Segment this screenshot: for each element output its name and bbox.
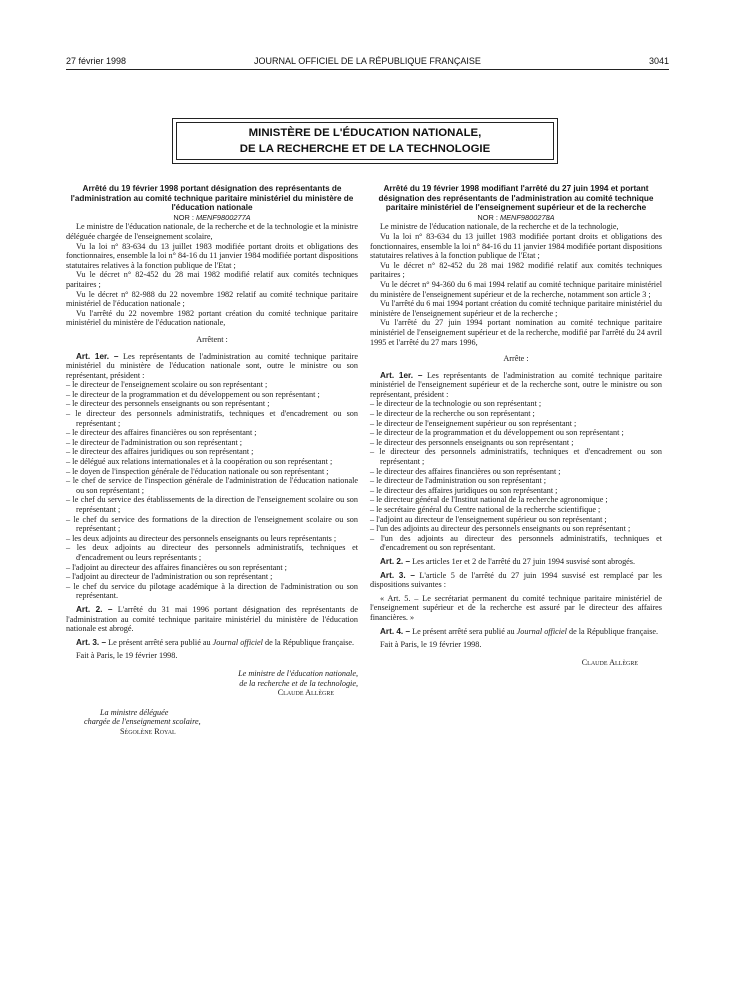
left-article-2 [66, 605, 358, 634]
left-art1-label: Art. 1er. – [76, 351, 119, 361]
right-art3-label: Art. 3. – [380, 570, 415, 580]
ministry-heading [176, 122, 554, 160]
list-item: – les deux adjoints au directeur des personnels administratifs, techniques et d'encadrement ou leurs représentants ; [66, 543, 358, 562]
left-art2-text: L'arrêté du 31 mai 1996 portant désignation des représentants de l'administration au comité technique paritaire ministériel du ministère de l'éducation nationale est abrogé. [66, 604, 358, 634]
right-preamble-0: Le ministre de l'éducation nationale, de la recherche et de la technologie, [380, 222, 619, 232]
list-item: – le doyen de l'inspection générale de l'éducation nationale ou son représentant ; [66, 466, 329, 476]
right-article-2 [370, 557, 662, 567]
list-item: – le chef du service des formations de la direction de l'enseignement scolaire ou son représentant ; [66, 514, 358, 534]
running-header [66, 56, 669, 70]
left-nor-code: MENF9800277A [195, 212, 251, 222]
list-item: – le directeur de la programmation et du développement ou son représentant ; [66, 389, 320, 399]
list-item: – le directeur des affaires juridiques ou son représentant ; [66, 447, 254, 457]
left-sig1-line2: de la recherche et de la technologie, [239, 678, 358, 688]
left-art3-text-after: de la République française. [264, 637, 355, 647]
left-sig1-line1: Le ministre de l'éducation nationale, [238, 668, 358, 678]
right-quote-label: « Art. 5. – [380, 593, 419, 603]
list-item: – le chef du service du pilotage académique à la direction de l'administration ou son représentant. [66, 581, 358, 601]
left-art3-text-before: Le présent arrêté sera publié au [108, 637, 211, 647]
right-art1-intro: Les représentants de l'administration au comité technique paritaire ministériel de l'enseignement supérieur et de la recherche sont, outre le ministre ou son représentant, président : [370, 370, 662, 399]
list-item: – le directeur des personnels enseignants ou son représentant ; [370, 437, 574, 447]
list-item: – le directeur de la recherche ou son représentant ; [370, 409, 535, 419]
right-art3-text: L'article 5 de l'arrêté du 27 juin 1994 susvisé est remplacé par les dispositions suivantes : [370, 570, 662, 590]
left-article-1 [66, 352, 358, 381]
list-item: – le chef de service de l'inspection générale de l'administration de l'éducation nationale ou son représentant ; [66, 476, 358, 495]
left-arrete-title: Arrêté du 19 février 1998 portant désignation des représentants de l'administration au comité technique paritaire ministériel du ministère de l'éducation nationale [70, 184, 354, 213]
right-article-3 [370, 571, 662, 590]
list-item: – le directeur des personnels enseignants ou son représentant ; [66, 399, 270, 409]
left-preamble-2: Vu le décret n° 82-452 du 28 mai 1982 modifié relatif aux comités techniques paritaires ; [66, 270, 358, 289]
header-date: 27 février 1998 [66, 56, 127, 66]
right-article-4 [370, 627, 662, 637]
list-item: – le directeur des personnels administratifs, techniques et d'encadrement ou son représentant ; [370, 447, 662, 467]
right-art2-text: Les articles 1er et 2 de l'arrêté du 27 juin 1994 susvisé sont abrogés. [412, 556, 636, 566]
left-art1-list [66, 380, 358, 601]
left-sig2-line2: chargée de l'enseignement scolaire, [84, 717, 201, 727]
left-preamble-4: Vu l'arrêté du 22 novembre 1982 portant création du comité technique paritaire ministériel du ministère de l'éducation nationale, [66, 308, 358, 328]
ministry-heading-box [172, 118, 558, 164]
list-item: – le délégué aux relations internationales et à la coopération ou son représentant ; [66, 457, 333, 467]
list-item: – le secrétaire général du Centre national de la recherche scientifique ; [370, 505, 601, 514]
right-nor [370, 213, 662, 223]
list-item: – le directeur de l'enseignement scolaire ou son représentant ; [66, 380, 268, 390]
left-preamble-1: Vu la loi n° 83-634 du 13 juillet 1983 modifiée portant droits et obligations des fonctionnaires, ensemble la loi n° 84-16 du 11 janvier 1984 modifiée portant dispositions statutaires relatives à la fonction publique de l'Etat ; [66, 241, 358, 270]
list-item: – les deux adjoints au directeur des personnels enseignants ou leurs représentants ; [66, 533, 337, 543]
header-journal-title: JOURNAL OFFICIEL DE LA RÉPUBLIQUE FRANÇAISE [254, 56, 481, 66]
right-art4-text-after: de la République française. [568, 626, 659, 636]
list-item: – le directeur des affaires juridiques ou son représentant ; [370, 485, 558, 495]
list-item: – l'un des adjoints au directeur des personnels enseignants ou son représentant ; [370, 524, 631, 534]
list-item: – le directeur de l'administration ou son représentant ; [370, 476, 547, 486]
right-art2-label: Art. 2. – [380, 556, 411, 566]
left-art1-intro: Les représentants de l'administration au comité technique paritaire ministériel du ministère de l'éducation nationale sont, outre le ministre ou son représentant, président : [66, 351, 358, 380]
list-item: – l'adjoint au directeur des affaires financières ou son représentant ; [66, 562, 287, 572]
right-art4-label: Art. 4. – [380, 626, 411, 636]
list-item: – le directeur de la programmation et du développement ou son représentant ; [370, 428, 624, 438]
right-fait: Fait à Paris, le 19 février 1998. [380, 640, 482, 650]
left-article-3 [66, 638, 358, 648]
list-item: – l'un des adjoints au directeur des personnels administratifs, techniques et d'encadrement ou son représentant. [370, 533, 662, 553]
right-preamble-3: Vu le décret n° 94-360 du 6 mai 1994 relatif au comité technique paritaire ministériel du ministère de l'enseignement supérieur et de la recherche, notamment son article 3 ; [370, 279, 662, 299]
right-art4-journal: Journal officiel [516, 626, 567, 636]
left-column [66, 184, 358, 736]
right-quote-text: Le secrétariat permanent du comité technique paritaire ministériel de l'enseignement supérieur et de la recherche est assuré par le directeur des affaires financières. » [370, 593, 662, 622]
left-nor [66, 213, 358, 223]
header-rule [66, 69, 669, 70]
list-item: – le directeur des affaires financières ou son représentant ; [66, 428, 257, 438]
right-preamble-1: Vu la loi n° 83-634 du 13 juillet 1983 modifiée portant droits et obligations des fonctionnaires, ensemble la loi n° 84-16 du 11 janvier 1984 modifiée portant dispositions statutaires relatives à la fonction publique de l'Etat ; [370, 231, 662, 261]
left-art3-label: Art. 3. – [76, 637, 107, 647]
right-quoted-article-5 [370, 594, 662, 623]
list-item: – l'adjoint au directeur de l'enseignement supérieur ou son représentant ; [370, 514, 607, 524]
right-nor-code: MENF9800278A [499, 212, 555, 222]
list-item: – le directeur des affaires financières ou son représentant ; [370, 466, 561, 476]
ministry-heading-line2: DE LA RECHERCHE ET DE LA TECHNOLOGIE [239, 143, 491, 155]
left-nor-label: NOR : [173, 212, 194, 222]
right-art4-text-before: Le présent arrêté sera publié au [412, 626, 515, 636]
left-preamble-3: Vu le décret n° 82-988 du 22 novembre 1982 relatif au comité technique paritaire ministériel de l'éducation nationale ; [66, 289, 358, 309]
list-item: – le directeur de l'enseignement supérieur ou son représentant ; [370, 418, 577, 428]
left-fait: Fait à Paris, le 19 février 1998. [76, 651, 178, 661]
list-item: – le directeur de la technologie ou son représentant ; [370, 399, 542, 409]
left-sig1-name: Claude Allègre [277, 688, 334, 698]
left-arretent: Arrêtent : [196, 334, 228, 344]
right-preamble-5: Vu l'arrêté du 27 juin 1994 portant nomination au comité technique paritaire ministériel de l'enseignement supérieur et de la recherche, modifié par l'arrêté du 24 avril 1995 et l'arrêté du 27 mars 1996, [370, 318, 662, 347]
right-preamble-2: Vu le décret n° 82-452 du 28 mai 1982 modifié relatif aux comités techniques paritaires ; [370, 260, 662, 280]
left-sig2-name: Ségolène Royal [120, 726, 176, 736]
left-art3-journal: Journal officiel [212, 637, 263, 647]
right-arrete-title: Arrêté du 19 février 1998 modifiant l'arrêté du 27 juin 1994 et portant désignation des représentants de l'administration au comité technique paritaire ministériel de l'enseignement supérieur et de la recherche [378, 184, 654, 213]
list-item: – le chef du service des établissements de la direction de l'enseignement scolaire ou son représentant ; [66, 495, 358, 514]
right-arrete: Arrête : [503, 354, 529, 364]
right-article-1 [370, 371, 662, 400]
left-art2-label: Art. 2. – [76, 604, 113, 614]
right-column [370, 184, 662, 667]
right-art1-list [370, 399, 662, 553]
list-item: – le directeur de l'administration ou son représentant ; [66, 437, 243, 447]
right-nor-label: NOR : [477, 212, 498, 222]
list-item: – l'adjoint au directeur de l'administration ou son représentant ; [66, 572, 273, 582]
list-item: – le directeur général de l'Institut national de la recherche agronomique ; [370, 495, 608, 505]
left-sig2-line1: La ministre déléguée [100, 707, 169, 717]
left-preamble-0: Le ministre de l'éducation nationale, de la recherche et de la technologie et la ministre déléguée chargée de l'enseignement scolaire, [66, 222, 358, 241]
right-art1-label: Art. 1er. – [380, 370, 423, 380]
ministry-heading-line1: MINISTÈRE DE L'ÉDUCATION NATIONALE, [248, 127, 482, 139]
list-item: – le directeur des personnels administratifs, techniques et d'encadrement ou son représentant ; [66, 409, 358, 428]
right-preamble-4: Vu l'arrêté du 6 mai 1994 portant création du comité technique paritaire ministériel du ministère de l'enseignement supérieur et de la recherche ; [370, 299, 662, 318]
right-sig-name: Claude Allègre [581, 657, 638, 667]
header-page-number: 3041 [648, 56, 669, 66]
